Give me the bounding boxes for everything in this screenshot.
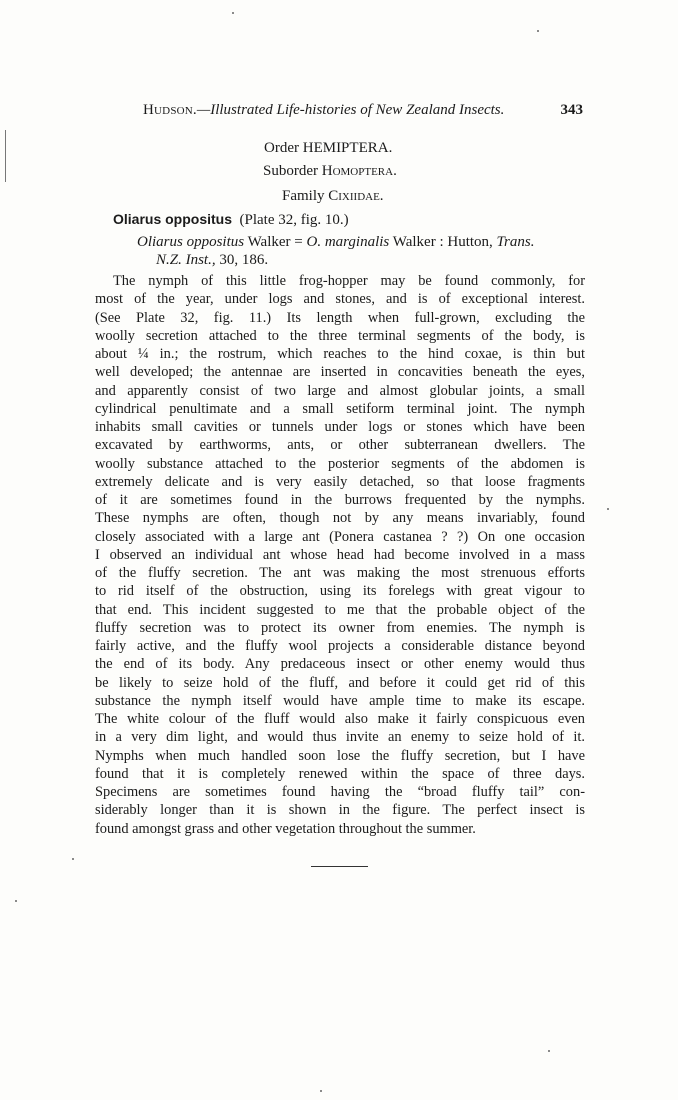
body-line: extremely delicate and is very easily detached, so that loose fragments [95, 473, 585, 490]
body-line: I observed an individual ant whose head had become involved in a mass [95, 546, 585, 563]
scan-speck [232, 12, 234, 14]
synonym-journal: Trans. [496, 234, 535, 250]
body-line: of it are sometimes found in the burrows frequented by the nymphs. [95, 492, 585, 508]
page-number: 343 [560, 102, 583, 118]
family-prefix: Family [282, 188, 329, 204]
synonymy-line [113, 233, 591, 251]
scan-speck [72, 858, 74, 860]
body-line: woolly substance attached to the posterior segments of the abdomen is [95, 455, 585, 472]
body-line: in a very dim light, and would thus invite an enemy to seize hold of it. [95, 729, 585, 746]
scan-speck [607, 508, 609, 510]
family-heading [282, 187, 384, 205]
section-divider [311, 866, 368, 867]
synonym-name: Oliarus oppositus [137, 234, 245, 250]
margin-scan-mark [5, 130, 6, 182]
species-plate-ref: (Plate 32, fig. 10.) [239, 212, 349, 228]
scan-speck [537, 30, 539, 32]
synonymy-line [113, 251, 591, 269]
body-line: (See Plate 32, fig. 11.) Its length when full-grown, excluding the [95, 309, 585, 326]
scan-speck [548, 1050, 550, 1052]
body-line: about ¼ in.; the rostrum, which reaches to the hind coxae, is thin but [95, 346, 585, 362]
synonym-name-alt: O. marginalis [306, 234, 390, 250]
scan-speck [320, 1090, 322, 1092]
body-line: well developed; the antennae are inserted in concavities beneath the eyes, [95, 364, 585, 381]
body-line: closely associated with a large ant (Ponera castanea ? ?) On one occasion [95, 528, 585, 545]
body-line: to rid itself of the obstruction, using its forelegs with great vigour to [95, 583, 585, 600]
body-line: siderably longer than it is shown in the figure. The perfect insect is [95, 802, 585, 819]
body-paragraph [95, 272, 585, 838]
body-line: be likely to seize hold of the fluff, and before it could get rid of this [95, 674, 585, 691]
family-name: Cixiidae. [328, 188, 384, 204]
species-name: Oliarus oppositus [113, 211, 233, 227]
synonym-text: Walker = [244, 234, 307, 250]
body-line: The white colour of the fluff would also make it fairly conspicuous even [95, 711, 585, 727]
species-heading [113, 210, 349, 229]
body-line: inhabits small cavities or tunnels under logs or stones which have been [95, 419, 585, 435]
suborder-heading [263, 162, 397, 180]
body-line: fluffy secretion was to protect its owner from enemies. The nymph is [95, 619, 585, 636]
body-line: excavated by earthworms, ants, or other subterranean dwellers. The [95, 437, 585, 454]
body-line: and apparently consist of two large and almost globular joints, a small [95, 382, 585, 399]
running-head-title: —Illustrated Life-histories of New Zealand Insects. [196, 102, 505, 118]
body-line: Specimens are sometimes found having the “broad fluffy tail” con- [95, 784, 585, 800]
synonym-journal: N.Z. Inst., [156, 252, 216, 268]
body-line: that end. This incident suggested to me that the probable object of the [95, 601, 585, 618]
body-line: cylindrical penultimate and a small setiform terminal joint. The nymph [95, 400, 585, 417]
synonymy-block [113, 233, 591, 269]
body-line: substance the nymph itself would have ample time to make its escape. [95, 692, 585, 709]
suborder-name: Homoptera. [321, 163, 397, 179]
running-head [143, 101, 583, 119]
suborder-prefix: Suborder [263, 163, 322, 179]
body-line: of the fluffy secretion. The ant was making the most strenuous efforts [95, 565, 585, 581]
synonym-text: 30, 186. [215, 252, 269, 268]
body-line: The nymph of this little frog-hopper may be found commonly, for [113, 273, 585, 289]
synonym-text: Walker : Hutton, [389, 234, 497, 250]
body-line: Nymphs when much handled soon lose the fluffy secretion, but I have [95, 747, 585, 764]
body-line: most of the year, under logs and stones, and is of exceptional interest. [95, 291, 585, 308]
body-line: woolly secretion attached to the three terminal segments of the body, is [95, 327, 585, 344]
body-line: fairly active, and the fluffy wool projects a considerable distance beyond [95, 638, 585, 654]
body-line: These nymphs are often, though not by any means invariably, found [95, 510, 585, 527]
body-line: found that it is completely renewed within the space of three days. [95, 765, 585, 782]
order-heading: Order HEMIPTERA. [264, 140, 393, 156]
running-head-author: Hudson. [143, 102, 197, 118]
scan-speck [15, 900, 17, 902]
body-line: found amongst grass and other vegetation throughout the summer. [95, 820, 476, 837]
body-line: the end of its body. Any predaceous insect or other enemy would thus [95, 656, 585, 673]
